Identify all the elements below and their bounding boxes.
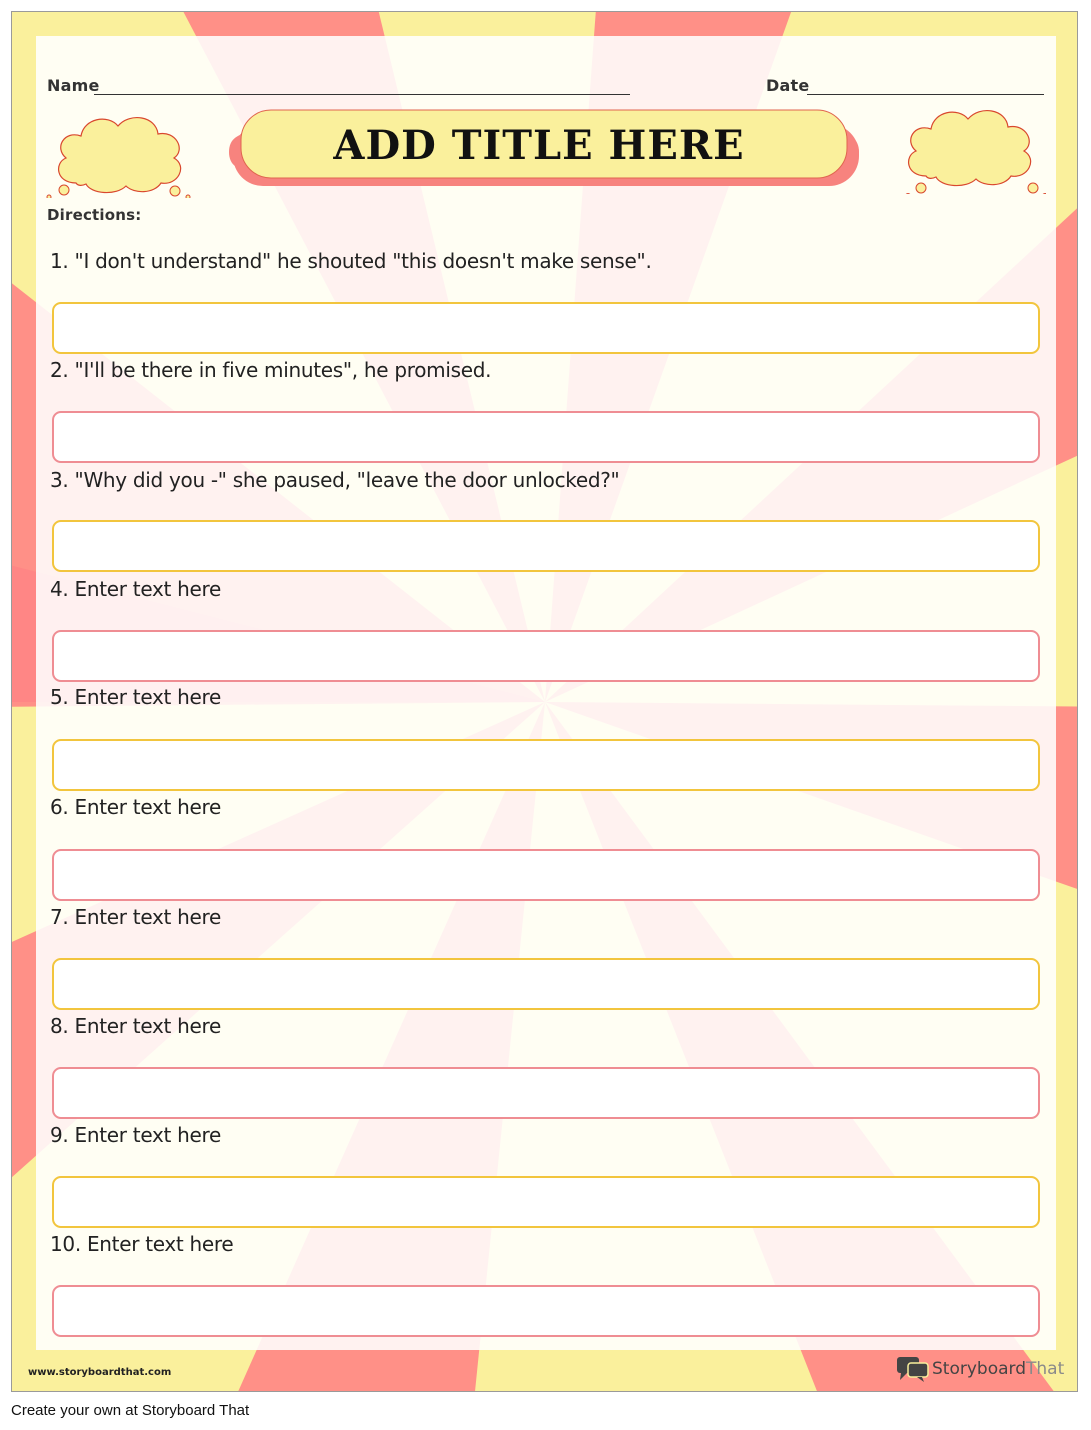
brand-logo[interactable] (896, 1355, 1076, 1385)
question-text: 1. "I don't understand" he shouted "this doesn't make sense". (50, 249, 652, 273)
question-text: 2. "I'll be there in five minutes", he promised. (50, 358, 492, 382)
answer-box-2[interactable] (52, 411, 1040, 463)
directions-label: Directions: (47, 206, 142, 224)
question-text: 4. Enter text here (50, 577, 221, 601)
brand-thin: That (1026, 1359, 1065, 1379)
site-url[interactable]: www.storyboardthat.com (28, 1367, 172, 1378)
answer-box-8[interactable] (52, 1067, 1040, 1119)
cloud-icon (896, 104, 1046, 194)
title-banner (229, 108, 859, 190)
answer-box-1[interactable] (52, 302, 1040, 354)
brand-bold: Storyboard (932, 1359, 1026, 1379)
answer-box-7[interactable] (52, 958, 1040, 1010)
worksheet-sheet (36, 36, 1056, 1350)
page-title[interactable]: ADD TITLE HERE (333, 122, 745, 169)
date-line[interactable] (807, 94, 1044, 95)
answer-box-10[interactable] (52, 1285, 1040, 1337)
brand-name (932, 1359, 1064, 1379)
question-text: 7. Enter text here (50, 905, 221, 929)
answer-box-6[interactable] (52, 849, 1040, 901)
question-text: 6. Enter text here (50, 795, 221, 819)
create-own-link[interactable]: Create your own at Storyboard That (11, 1402, 250, 1419)
worksheet-frame (11, 11, 1078, 1392)
answer-box-3[interactable] (52, 520, 1040, 572)
question-text: 9. Enter text here (50, 1123, 221, 1147)
answer-box-4[interactable] (52, 630, 1040, 682)
name-label: Name (47, 76, 100, 95)
speech-bubble-logo-icon (896, 1355, 930, 1383)
question-text: 10. Enter text here (50, 1232, 234, 1256)
answer-box-9[interactable] (52, 1176, 1040, 1228)
cloud-icon (46, 108, 196, 198)
date-label: Date (766, 76, 810, 95)
answer-box-5[interactable] (52, 739, 1040, 791)
question-text: 3. "Why did you -" she paused, "leave the door unlocked?" (50, 468, 620, 492)
question-text: 8. Enter text here (50, 1014, 221, 1038)
question-text: 5. Enter text here (50, 685, 221, 709)
name-line[interactable] (94, 94, 630, 95)
